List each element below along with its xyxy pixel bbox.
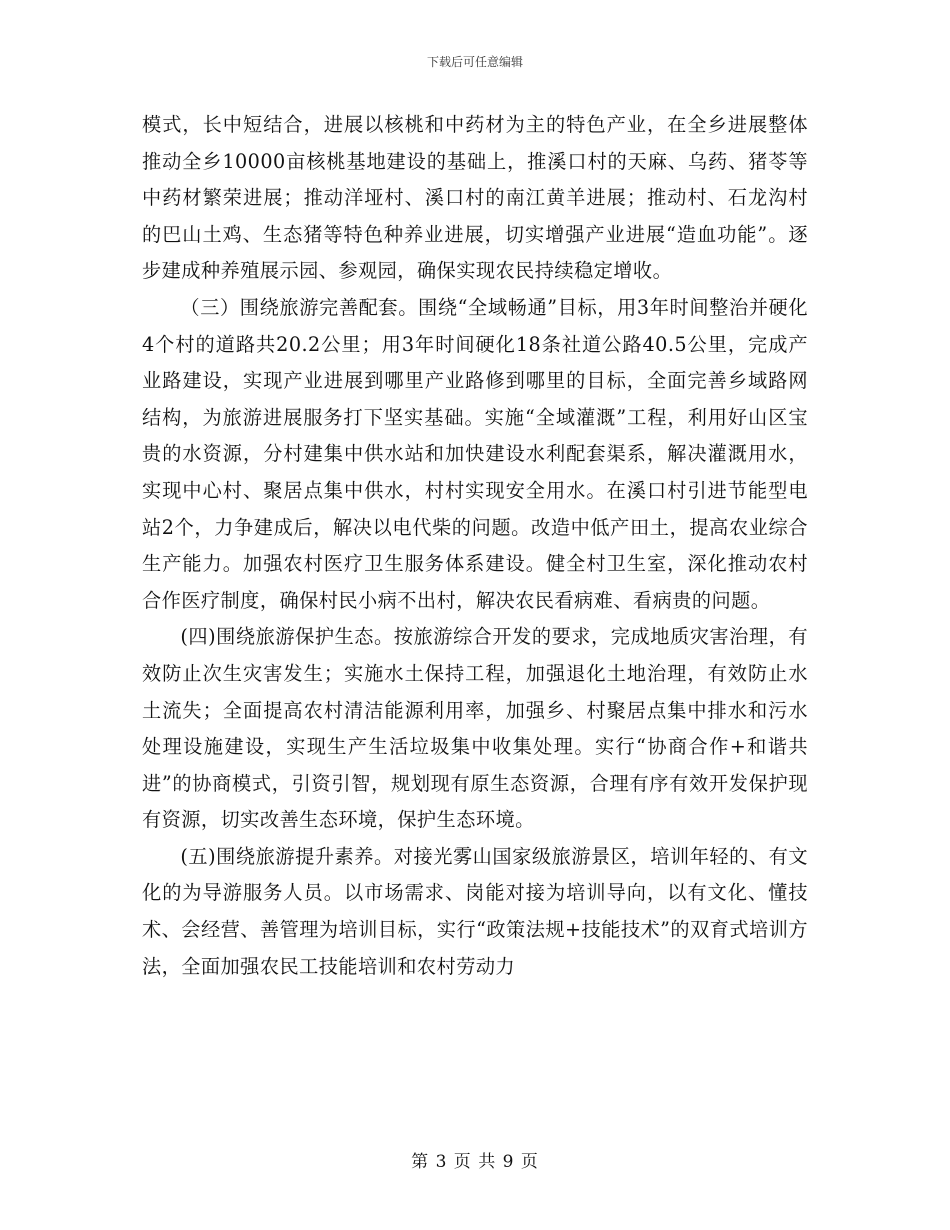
paragraph-section-5: (五)围绕旅游提升素养。对接光雾山国家级旅游景区，培训年轻的、有文化的为导游服务人员。以市场需求、岗能对接为培训导向，以有文化、懂技术、会经营、善管理为培训目标，实行“政策法规+技能技术”的双育式培训方法，全面加强农民工技能培训和农村劳动力: [142, 844, 808, 978]
page-header: 下载后可任意编辑: [426, 55, 523, 69]
paragraph-continuation: 模式，长中短结合，进展以核桃和中药材为主的特色产业，在全乡进展整体推动全乡10000亩核桃基地建设的基础上，推溪口村的天麻、乌药、猪苓等中药材繁荣进展；推动洋垭村、溪口村的南江黄羊进展；推动村、石龙沟村的巴山土鸡、生态猪等特色种养业进展，切实增强产业进展“造血功能”。逐步建成种养殖展示园、参观园，确保实现农民持续稳定增收。: [142, 113, 808, 283]
page-footer: 第 3 页 共 9 页: [411, 1152, 539, 1172]
paragraph-section-3: （三）围绕旅游完善配套。围绕“全域畅通”目标，用3年时间整治并硬化4个村的道路共20.2公里；用3年时间硬化18条社道公路40.5公里，完成产业路建设，实现产业进展到哪里产业路修到哪里的目标，全面完善乡域路网结构，为旅游进展服务打下坚实基础。实施“全域灌溉”工程，利用好山区宝贵的水资源，分村建集中供水站和加快建设水利配套渠系，解决灌溉用水，实现中心村、聚居点集中供水，村村实现安全用水。在溪口村引进节能型电站2个，力争建成后，解决以电代柴的问题。改造中低产田土，提高农业综合生产能力。加强农村医疗卫生服务体系建设。健全村卫生室，深化推动农村合作医疗制度，确保村民小病不出村，解决农民看病难、看病贵的问题。: [142, 295, 808, 612]
document-body: [142, 107, 808, 985]
paragraph-section-4: (四)围绕旅游保护生态。按旅游综合开发的要求，完成地质灾害治理，有效防止次生灾害发生；实施水土保持工程，加强退化土地治理，有效防止水土流失；全面提高农村清洁能源利用率，加强乡、村聚居点集中排水和污水处理设施建设，实现生产生活垃圾集中收集处理。实行“协商合作+和谐共进”的协商模式，引资引智，规划现有原生态资源，合理有序有效开发保护现有资源，切实改善生态环境，保护生态环境。: [142, 625, 808, 832]
